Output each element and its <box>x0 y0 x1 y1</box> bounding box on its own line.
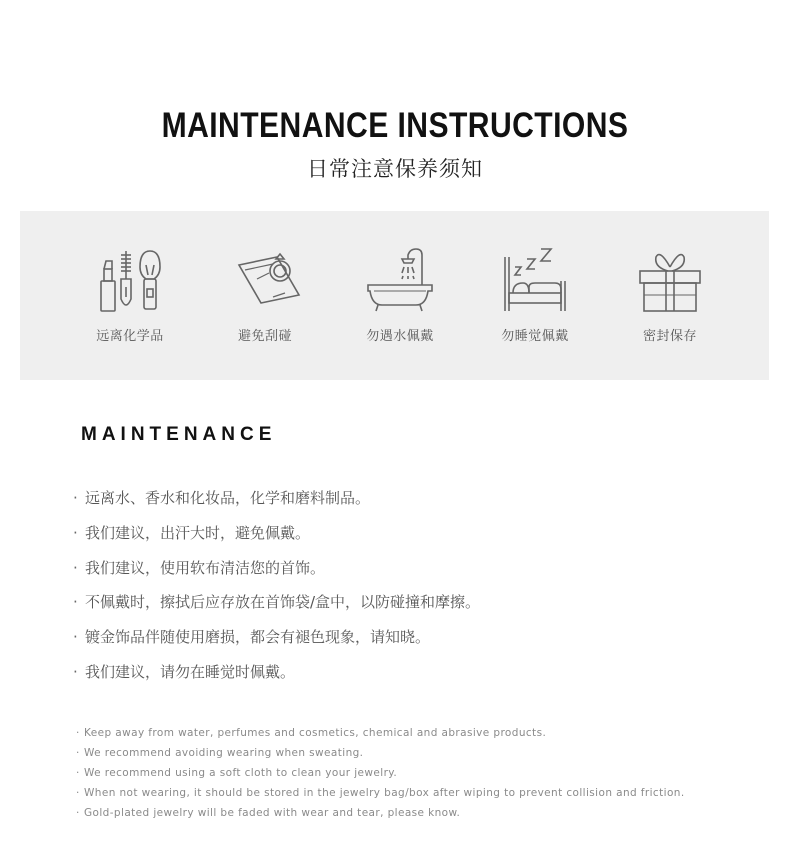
care-item-scratch <box>200 245 330 344</box>
gift-box-icon <box>630 245 710 317</box>
list-item-text: 我们建议，使用软布清洁您的首饰。 <box>85 558 326 577</box>
list-item-text: Keep away from water, perfumes and cosmetics, chemical and abrasive products. <box>84 727 547 739</box>
list-item <box>73 660 480 695</box>
care-item-sleep <box>470 245 600 344</box>
care-item-storage <box>605 245 735 344</box>
care-label-storage: 密封保存 <box>642 329 697 344</box>
care-label-sleep: 勿睡觉佩戴 <box>501 329 569 344</box>
page-subtitle: 日常注意保养须知 <box>307 157 483 181</box>
maintenance-heading: MAINTENANCE <box>81 424 277 445</box>
cosmetics-icon <box>90 245 170 317</box>
ring-scratch-icon <box>225 245 305 317</box>
bullet: · <box>73 489 78 507</box>
list-item-text: 远离水、香水和化妆品，化学和磨料制品。 <box>85 489 371 507</box>
list-item <box>76 725 685 745</box>
bullet: · <box>76 727 80 739</box>
bullet: · <box>73 662 78 681</box>
list-item <box>76 785 685 805</box>
care-item-water <box>335 245 465 344</box>
sleep-bed-icon <box>495 245 575 317</box>
list-item-text: We recommend avoiding wearing when sweating. <box>84 747 364 759</box>
list-item <box>76 745 685 765</box>
bullet: · <box>73 628 78 647</box>
list-item-text: 镀金饰品伴随使用磨损，都会有褪色现象，请知晓。 <box>85 628 431 647</box>
list-item <box>73 521 480 556</box>
list-item-text: 不佩戴时，擦拭后应存放在首饰袋/盒中，以防碰撞和摩擦。 <box>85 593 481 612</box>
care-label-water: 勿遇水佩戴 <box>366 329 434 344</box>
care-label-chemicals: 远离化学品 <box>96 329 164 344</box>
english-care-list <box>76 725 685 825</box>
bullet: · <box>76 767 80 779</box>
list-item <box>76 765 685 785</box>
bullet: · <box>76 787 80 799</box>
bullet: · <box>73 523 78 542</box>
care-label-scratch: 避免刮碰 <box>237 329 292 344</box>
care-icons-panel <box>20 211 769 380</box>
page-title: MAINTENANCE INSTRUCTIONS <box>161 106 629 145</box>
list-item <box>73 590 480 625</box>
list-item-text: When not wearing, it should be stored in the jewelry bag/box after wiping to prevent collision and friction. <box>84 787 685 799</box>
chinese-care-list <box>73 486 480 695</box>
list-item-text: We recommend using a soft cloth to clean your jewelry. <box>84 767 398 779</box>
bullet: · <box>73 558 78 577</box>
bullet: · <box>73 593 78 612</box>
list-item-text: Gold-plated jewelry will be faded with wear and tear, please know. <box>84 807 461 819</box>
care-item-chemicals <box>65 245 195 344</box>
bullet: · <box>76 747 80 759</box>
list-item <box>73 556 480 591</box>
list-item <box>73 625 480 660</box>
bullet: · <box>76 807 80 819</box>
list-item <box>76 805 685 825</box>
list-item-text: 我们建议，请勿在睡觉时佩戴。 <box>85 662 296 681</box>
bathtub-shower-icon <box>360 245 440 317</box>
list-item-text: 我们建议，出汗大时，避免佩戴。 <box>85 523 311 542</box>
list-item <box>73 486 480 521</box>
